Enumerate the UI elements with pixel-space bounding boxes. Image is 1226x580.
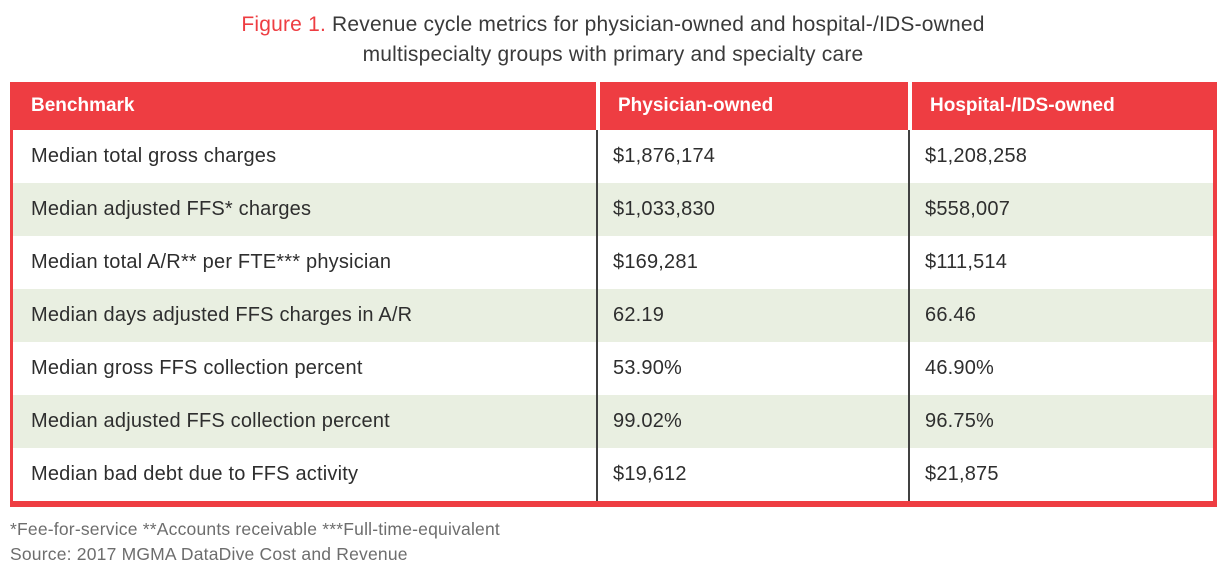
cell-physician-value: 62.19 bbox=[596, 289, 908, 342]
cell-benchmark: Median bad debt due to FFS activity bbox=[31, 463, 359, 485]
table-row bbox=[13, 183, 1213, 236]
footnote-definitions: *Fee-for-service **Accounts receivable ***Full-time-equivalent bbox=[10, 519, 500, 539]
revenue-metrics-table bbox=[10, 82, 1217, 507]
header-hospital-ids-owned: Hospital-/IDS-owned bbox=[908, 82, 1213, 130]
header-benchmark: Benchmark bbox=[31, 95, 135, 116]
cell-hospital-value: 46.90% bbox=[908, 342, 1213, 395]
table-header-row bbox=[13, 82, 1213, 130]
table-row bbox=[13, 342, 1213, 395]
cell-hospital-value: 96.75% bbox=[908, 395, 1213, 448]
cell-physician-value: $1,033,830 bbox=[596, 183, 908, 236]
cell-hospital-value: $111,514 bbox=[908, 236, 1213, 289]
cell-hospital-value: $21,875 bbox=[908, 448, 1213, 501]
cell-benchmark: Median adjusted FFS collection percent bbox=[31, 410, 390, 432]
figure-title-text: Revenue cycle metrics for physician-owned and hospital-/IDS-owned multispecialty groups with primary and specialty care bbox=[326, 13, 985, 66]
table-body bbox=[13, 130, 1213, 501]
cell-physician-value: $169,281 bbox=[596, 236, 908, 289]
table-row bbox=[13, 395, 1213, 448]
cell-benchmark: Median total gross charges bbox=[31, 145, 277, 167]
cell-benchmark: Median days adjusted FFS charges in A/R bbox=[31, 304, 413, 326]
table-row bbox=[13, 289, 1213, 342]
cell-physician-value: 99.02% bbox=[596, 395, 908, 448]
cell-benchmark: Median total A/R** per FTE*** physician bbox=[31, 251, 392, 273]
cell-physician-value: 53.90% bbox=[596, 342, 908, 395]
table-row bbox=[13, 236, 1213, 289]
cell-benchmark: Median gross FFS collection percent bbox=[31, 357, 363, 379]
cell-hospital-value: $558,007 bbox=[908, 183, 1213, 236]
cell-hospital-value: 66.46 bbox=[908, 289, 1213, 342]
figure-label: Figure 1. bbox=[241, 13, 326, 36]
table-footnotes bbox=[10, 517, 1226, 567]
header-physician-owned: Physician-owned bbox=[596, 82, 908, 130]
cell-physician-value: $1,876,174 bbox=[596, 130, 908, 183]
footnote-source: Source: 2017 MGMA DataDive Cost and Revenue bbox=[10, 544, 408, 564]
cell-physician-value: $19,612 bbox=[596, 448, 908, 501]
table-row bbox=[13, 448, 1213, 501]
cell-benchmark: Median adjusted FFS* charges bbox=[31, 198, 312, 220]
table-row bbox=[13, 130, 1213, 183]
figure-title bbox=[183, 10, 1043, 70]
cell-hospital-value: $1,208,258 bbox=[908, 130, 1213, 183]
